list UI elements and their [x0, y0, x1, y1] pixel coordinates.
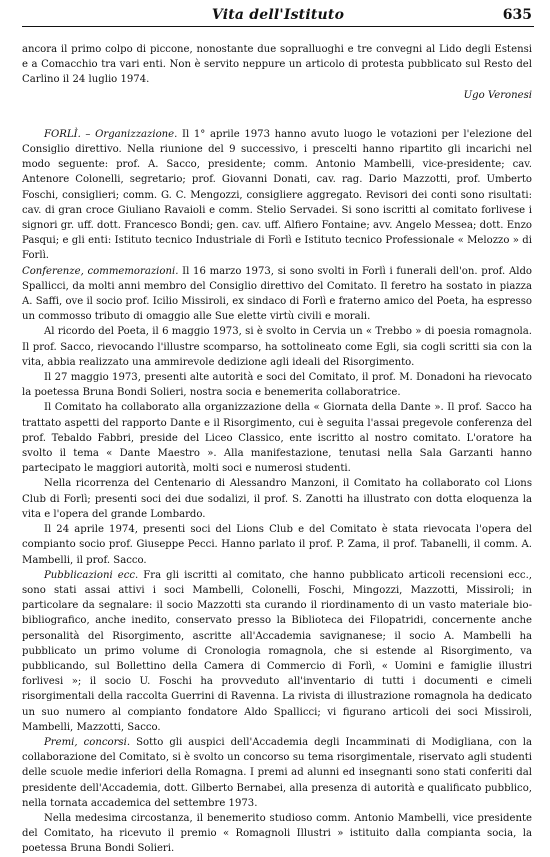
paragraph-24-aprile: Il 24 aprile 1974, presenti soci del Lions Club e del Comitato è stata rievocata l'opera del compianto socio prof. Giuseppe Pecci. Hanno parlato il prof. P. Zama, il prof. Tabanelli, il comm. A. Mambelli, il prof. Sacco. [22, 524, 532, 566]
section-spacer [22, 103, 532, 127]
paragraph-dante: Il Comitato ha collaborato alla organizzazione della « Giornata della Dante ». Il prof. Sacco ha trattato aspetti del rapporto Dante e il Risorgimento, cui è seguita l'assai pregevole conferenza del prof. Tebaldo Fabbri, preside del Liceo Classico, ente iscritto al nostro comitato. L'oratore ha svolto il tema « Dante Maestro ». Alla manifestazione, tenutasi nella Sala Garzanti hanno partecipato le maggiori autorità, molti soci e numerosi studenti. [22, 402, 532, 475]
section-lead-pubblicazioni: Pubblicazioni ecc. [44, 569, 139, 581]
author-signature: Ugo Veronesi [463, 89, 532, 101]
paragraph-27-maggio: Il 27 maggio 1973, presenti alte autorità e soci del Comitato, il prof. M. Donadoni ha rievocato la poetessa Bruna Bondi Solieri, nostra socia e benemerita collaboratrice. [22, 372, 532, 399]
page-number: 635 [502, 7, 532, 23]
paragraph-conferenze-text: Il 16 marzo 1973, si sono svolti in Forlì i funerali dell'on. prof. Aldo Spallicci, da molti anni membro del Consiglio direttivo del Comitato. Il feretro ha sostato in piazza A. Saffi, ove il socio prof. Icilio Missiroli, ex sindaco di Forlì e fraterno amico del Poeta, ha espresso un commosso tributo di omaggio alle Sue elette virtù civili e morali. [22, 265, 532, 323]
paragraph-continuation: ancora il primo colpo di piccone, nonostante due sopralluoghi e tre convegni al Lido degli Estensi e a Comacchio tra vari enti. Non è servito neppure un articolo di protesta pubblicato sul Resto del Carlino il 24 luglio 1974. [22, 44, 532, 86]
paragraph-mambelli: Nella medesima circostanza, il benemerito studioso comm. Antonio Mambelli, vice presidente del Comitato, ha ricevuto il premio « Romagnoli Illustri » istituito dalla compianta socia, la poetessa Bruna Bondi Solieri. [22, 812, 532, 855]
section-lead-organizzazione: FORLÌ. – Organizzazione. [44, 128, 178, 140]
paragraph-organizzazione-text: Il 1° aprile 1973 hanno avuto luogo le votazioni per l'elezione del Consiglio direttivo. Nella riunione del 9 successivo, i prescelti hanno ripartito gli incarichi nel modo seguente: prof. A. Sacco, presidente; comm. Antonio Mambelli, vice-presidente; cav. Antenore Colonelli, segretario; prof. Giovanni Donati, cav. rag. Dario Mazzotti, prof. Umberto Foschi, consiglieri; comm. G. C. Mengozzi, consigliere aggregato. Revisori dei conti sono risultati: cav. di gran croce Giuliano Ravaioli e comm. Stelio Servadei. Si sono iscritti al comitato forlivese i signori gr. uff. dott. Francesco Bondi; gen. cav. uff. Alfiero Fontaine; avv. Angelo Messea; dott. Enzo Pasqui; e gli enti: Istituto tecnico Industriale di Forlì e Istituto tecnico Professionale « Melozzo » di Forlì. [22, 128, 533, 262]
paragraph-organizzazione [22, 127, 532, 264]
section-lead-premi: Premi, concorsi. [44, 736, 131, 748]
paragraph-pubblicazioni-text: Fra gli iscritti al comitato, che hanno pubblicato articoli recensioni ecc., sono stati assai attivi i soci Mambelli, Colonelli, Foschi, Mingozzi, Mazzotti, Missiroli; in particolare da segnalare: il socio Mazzotti sta curando il riordinamento di un vasto materiale bio-bibliografico, anche inedito, conservato presso la Biblioteca dei Filopatridi, concernente anche personalità del Risorgimento, ascritte all'Accademia savignanese; il socio A. Mambelli ha pubblicato un primo volume di Cronologia romagnola, che si estende al Risorgimento, va pubblicando, sul Bollettino della Camera di Commercio di Forlì, « Uomini e famiglie illustri forlivesi »; il socio U. Foschi ha provveduto all'inventario di tutti i documenti e cimeli risorgimentali della raccolta Guerrini di Ravenna. La rivista di illustrazione romagnola ha dedicato un suo numero al compianto fondatore Aldo Spallicci; vi figurano articoli dei soci Missiroli, Mambelli, Mazzotti, Sacco. [22, 569, 532, 733]
page-body [22, 42, 532, 857]
running-header [22, 4, 534, 27]
paragraph-premi [22, 735, 532, 811]
paragraph-pubblicazioni [22, 568, 532, 735]
header-title: Vita dell'Istituto [211, 7, 345, 23]
paragraph-conferenze [22, 264, 532, 325]
paragraph-manzoni: Nella ricorrenza del Centenario di Alessandro Manzoni, il Comitato ha collaborato col Lions Club di Forlì; presenti soci dei due sodalizi, il prof. S. Zanotti ha illustrato con dotta eloquenza la vita e l'opera del grande Lombardo. [22, 478, 532, 520]
paragraph-premi-text: Sotto gli auspici dell'Accademia degli Incamminati di Modigliana, con la collaborazione del Comitato, si è svolto un concorso su tema risorgimentale, riservato agli studenti delle scuole medie inferiori della Romagna. I premi ad alunni ed insegnanti sono stati conferiti dal presidente dell'Accademia, dott. Gilberto Bernabei, alla presenza di autorità e qualificato pubblico, nella tornata accademica del settembre 1973. [22, 736, 532, 809]
paragraph-ricordo: Al ricordo del Poeta, il 6 maggio 1973, si è svolto in Cervia un « Trebbo » di poesia romagnola. Il prof. Sacco, rievocando l'illustre scomparso, ha sottolineato come Egli, sia cogli scritti sia con la vita, abbia realizzato una ammirevole dedizione agli ideali del Risorgimento. [22, 326, 532, 368]
section-lead-conferenze: Conferenze, commemorazioni. [22, 265, 179, 277]
